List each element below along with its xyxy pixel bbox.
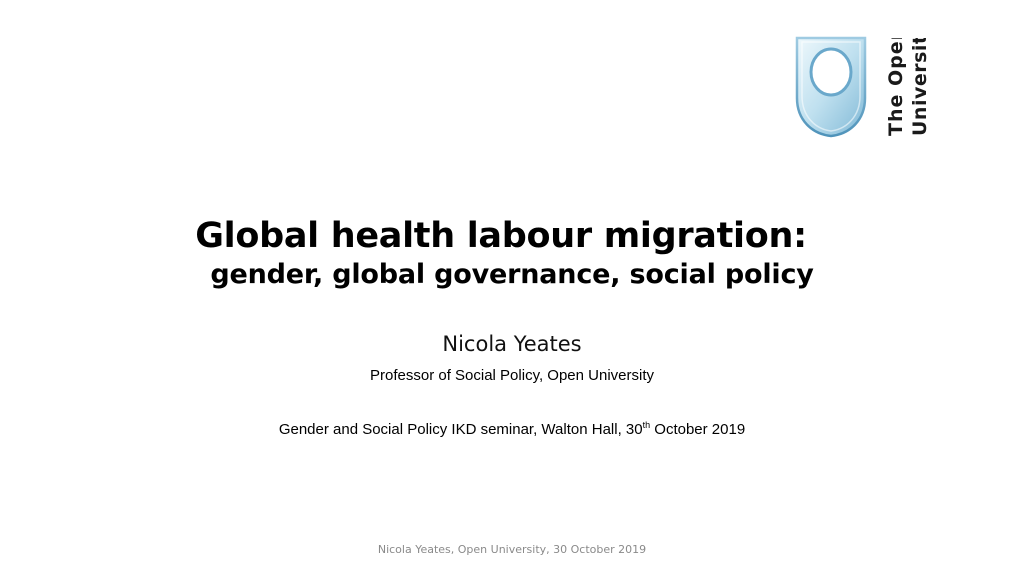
slide-footer: Nicola Yeates, Open University, 30 October 2019 [377,543,647,556]
event-text-before: Gender and Social Policy IKD seminar, Walton Hall, 30 [278,421,643,438]
event-superscript: th [642,420,651,430]
slide-title [0,214,1024,292]
title-subtitle: gender, global governance, social policy [210,259,814,290]
logo-wordmark-line1: The Open [885,38,907,136]
logo-wordmark [882,38,930,138]
author-name: Nicola Yeates [442,332,582,356]
logo-wordmark-line2: University [909,38,930,136]
shield-icon [794,36,868,138]
event-text-after: October 2019 [650,421,746,438]
author-role: Professor of Social Policy, Open University [370,367,654,384]
open-university-logo [790,34,936,140]
title-main: Global health labour migration: [195,216,807,256]
event-line [0,420,1024,440]
